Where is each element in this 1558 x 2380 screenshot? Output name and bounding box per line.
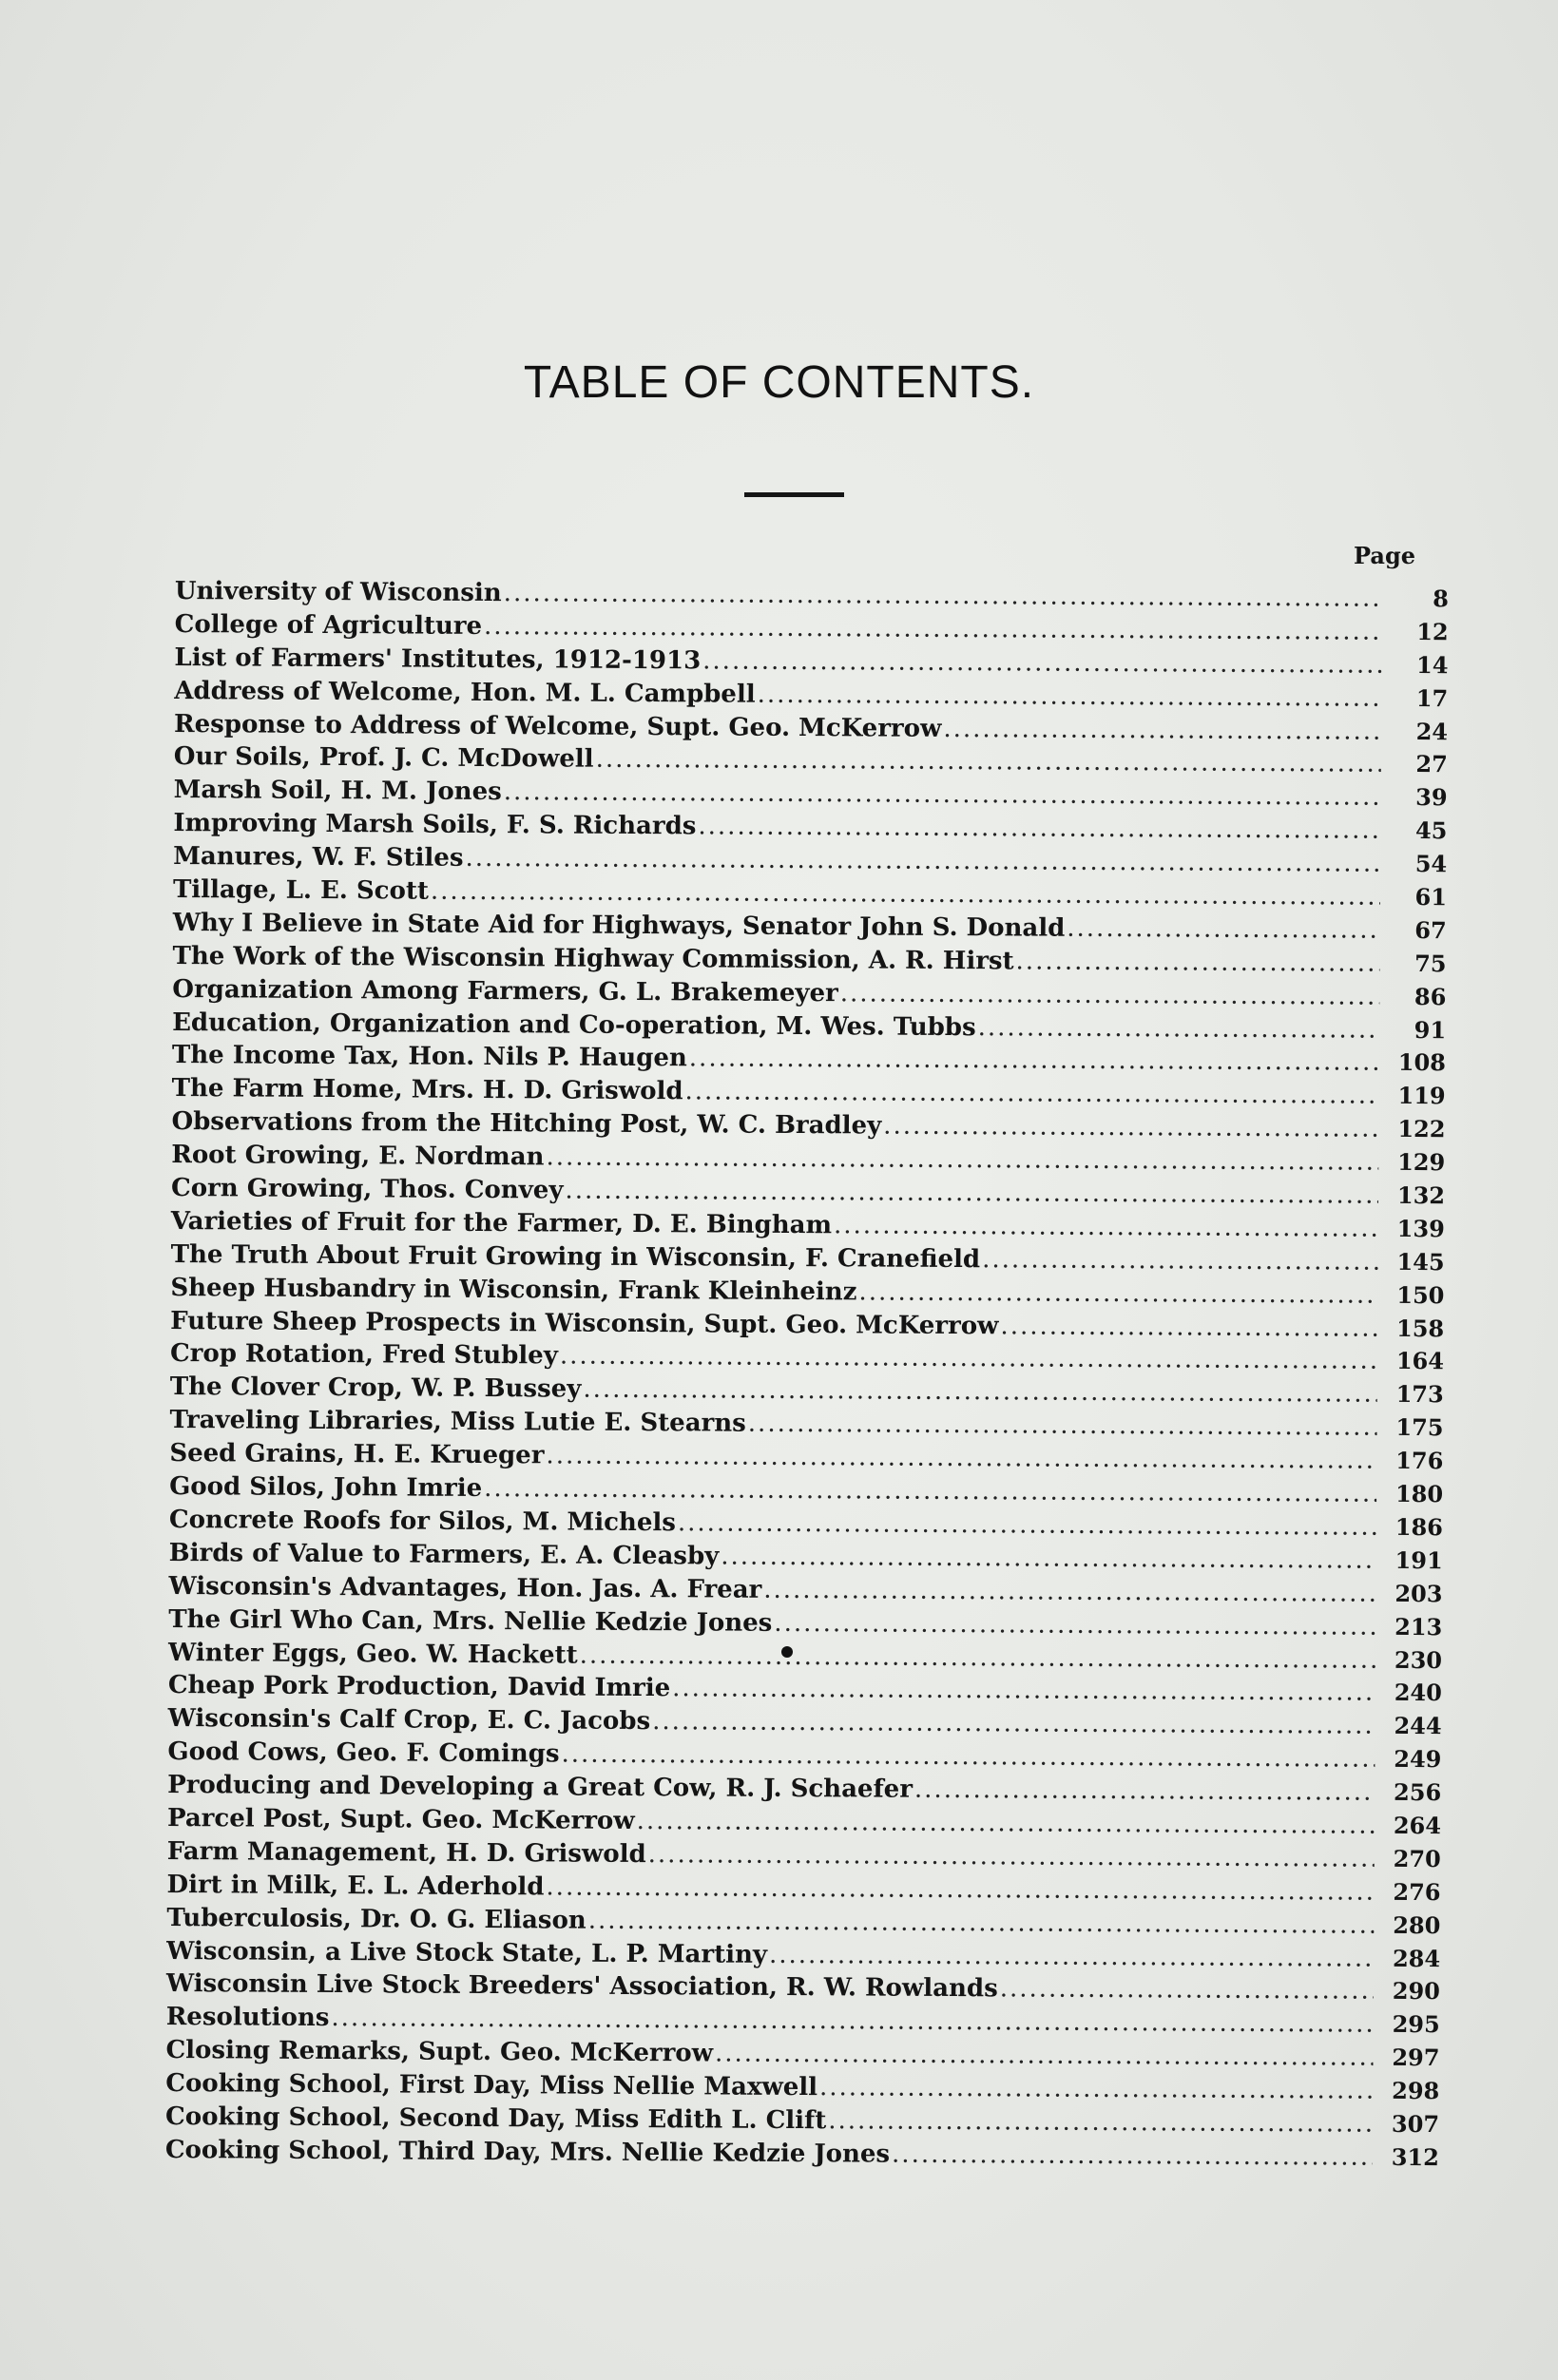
toc-entry-page: 186 xyxy=(1395,1512,1444,1542)
toc-entry-page: 158 xyxy=(1396,1314,1445,1342)
toc-entry-title: Address of Welcome, Hon. M. L. Campbell xyxy=(174,676,756,709)
toc-entry-page: 203 xyxy=(1395,1579,1443,1607)
dot-leader xyxy=(883,1112,1378,1143)
dot-leader xyxy=(561,1740,1375,1774)
dot-leader xyxy=(684,1078,1378,1110)
toc-entry-page: 307 xyxy=(1391,2109,1440,2139)
toc-entry-page: 122 xyxy=(1397,1115,1446,1143)
dot-leader xyxy=(431,877,1380,912)
title-rule xyxy=(744,492,844,497)
toc-entry-title: Dirt in Milk, E. L. Aderhold xyxy=(166,1870,545,1902)
toc-entry-title: Cooking School, Third Day, Mrs. Nellie Kedzie Jones xyxy=(164,2135,891,2169)
dot-leader xyxy=(1000,1975,1374,2006)
toc-entry-title: Organization Among Farmers, G. L. Brakemeyer xyxy=(172,974,838,1008)
dot-leader xyxy=(914,1775,1375,1807)
dot-leader xyxy=(596,745,1381,778)
table-of-contents xyxy=(165,577,1449,2177)
dot-leader xyxy=(678,1508,1376,1541)
dot-leader xyxy=(840,979,1380,1010)
toc-entry-page: 75 xyxy=(1414,949,1447,977)
toc-entry-title: Wisconsin Live Stock Breeders' Association, R. W. Rowlands xyxy=(165,1969,998,2004)
dot-leader xyxy=(763,1576,1375,1608)
toc-entry-title: The Girl Who Can, Mrs. Nellie Kedzie Jones xyxy=(168,1604,773,1638)
dot-leader xyxy=(978,1013,1380,1045)
dot-leader xyxy=(828,2106,1373,2138)
toc-entry-title: Concrete Roofs for Silos, M. Michels xyxy=(168,1505,677,1538)
toc-entry-page: 270 xyxy=(1393,1844,1441,1873)
toc-entry-title: Seed Grains, H. E. Krueger xyxy=(169,1439,545,1470)
toc-entry-page: 14 xyxy=(1415,650,1449,679)
toc-entry-page: 17 xyxy=(1415,683,1449,712)
toc-entry-page: 256 xyxy=(1394,1777,1442,1807)
toc-entry-page: 240 xyxy=(1394,1679,1442,1707)
toc-entry-title: Tuberculosis, Dr. O. G. Eliason xyxy=(166,1903,587,1935)
toc-entry-title: Why I Believe in State Aid for Highways, Senator John S. Donald xyxy=(172,908,1066,943)
dot-leader xyxy=(858,1277,1377,1309)
toc-entry-page: 27 xyxy=(1415,750,1448,778)
toc-entry-page: 191 xyxy=(1395,1545,1443,1574)
dot-leader xyxy=(588,1906,1375,1939)
dot-leader xyxy=(637,1807,1375,1840)
toc-entry-page: 132 xyxy=(1396,1180,1446,1210)
toc-entry-page: 86 xyxy=(1414,982,1447,1010)
toc-entry-title: Varieties of Fruit for the Farmer, D. E. Bingham xyxy=(170,1206,833,1240)
toc-entry-title: Parcel Post, Supt. Geo. McKerrow xyxy=(166,1803,635,1835)
dot-leader xyxy=(758,680,1382,712)
toc-entry-page: 61 xyxy=(1414,882,1448,912)
toc-entry-title: Crop Rotation, Fred Stubley xyxy=(169,1339,558,1371)
dot-leader xyxy=(689,1045,1379,1077)
toc-entry-page: 284 xyxy=(1392,1944,1441,1972)
toc-entry-title: Observations from the Hitching Post, W. C. Bradley xyxy=(171,1107,882,1141)
dot-leader xyxy=(504,579,1382,613)
dot-leader xyxy=(1016,947,1380,977)
dot-leader xyxy=(769,1940,1374,1972)
dot-leader xyxy=(702,646,1381,679)
toc-entry-title: Education, Organization and Co-operation, M. Wes. Tubbs xyxy=(172,1008,976,1042)
toc-entry xyxy=(165,2136,1439,2177)
toc-entry-title: Wisconsin's Calf Crop, E. C. Jacobs xyxy=(167,1704,651,1737)
dot-leader xyxy=(583,1375,1377,1409)
dot-leader xyxy=(1000,1312,1377,1342)
toc-entry-page: 230 xyxy=(1394,1645,1443,1674)
toc-entry-page: 12 xyxy=(1416,617,1449,646)
toc-entry-title: Birds of Value to Farmers, E. A. Cleasby xyxy=(168,1538,720,1571)
toc-entry-page: 67 xyxy=(1414,915,1447,945)
toc-entry-page: 176 xyxy=(1395,1447,1444,1475)
dot-leader xyxy=(698,813,1380,845)
toc-entry-title: College of Agriculture xyxy=(174,609,483,641)
toc-entry-page: 173 xyxy=(1395,1380,1444,1409)
toc-entry-title: Marsh Soil, H. M. Jones xyxy=(173,776,502,807)
dot-leader xyxy=(648,1840,1375,1873)
toc-entry-page: 175 xyxy=(1395,1413,1444,1442)
toc-entry-page: 150 xyxy=(1396,1280,1445,1309)
toc-entry-title: Traveling Libraries, Miss Lutie E. Stearns xyxy=(169,1406,746,1438)
toc-entry-title: The Truth About Fruit Growing in Wisconsin, F. Cranefield xyxy=(170,1239,981,1275)
dot-leader xyxy=(774,1608,1375,1641)
toc-entry-page: 298 xyxy=(1392,2076,1440,2105)
toc-entry-title: The Farm Home, Mrs. H. D. Griswold xyxy=(171,1074,683,1106)
toc-entry-page: 91 xyxy=(1414,1015,1447,1044)
dot-leader xyxy=(721,1542,1376,1574)
toc-entry-title: List of Farmers' Institutes, 1912-1913 xyxy=(174,643,702,676)
toc-entry-page: 24 xyxy=(1415,717,1449,745)
toc-entry-page: 276 xyxy=(1393,1877,1441,1906)
toc-entry-title: Cooking School, Second Day, Miss Edith L. Clift xyxy=(165,2102,827,2136)
dot-leader xyxy=(819,2073,1373,2105)
dot-leader xyxy=(580,1641,1376,1674)
toc-entry-page: 119 xyxy=(1397,1082,1446,1110)
toc-entry-title: Wisconsin's Advantages, Hon. Jas. A. Frear xyxy=(168,1571,762,1604)
toc-entry-page: 164 xyxy=(1395,1347,1445,1375)
toc-entry-title: Corn Growing, Thos. Convey xyxy=(170,1174,564,1205)
toc-entry-page: 54 xyxy=(1414,850,1448,878)
toc-entry-title: The Income Tax, Hon. Nils P. Haugen xyxy=(171,1041,687,1073)
toc-entry-page: 244 xyxy=(1394,1712,1442,1740)
dot-leader xyxy=(1067,914,1380,945)
dot-leader xyxy=(943,715,1381,746)
toc-entry-title: Improving Marsh Soils, F. S. Richards xyxy=(173,809,697,841)
toc-entry-page: 129 xyxy=(1397,1148,1446,1177)
toc-entry-page: 8 xyxy=(1433,585,1449,613)
toc-entry-title: Good Silos, John Imrie xyxy=(169,1472,483,1504)
dot-leader xyxy=(546,1143,1378,1177)
dot-leader xyxy=(560,1342,1377,1375)
toc-entry-page: 312 xyxy=(1391,2142,1439,2172)
toc-entry-title: Future Sheep Prospects in Wisconsin, Supt. Geo. McKerrow xyxy=(170,1306,999,1340)
toc-entry-page: 249 xyxy=(1394,1745,1442,1774)
toc-entry-page: 108 xyxy=(1397,1048,1446,1077)
page-column-label: Page xyxy=(1354,542,1416,569)
toc-entry-title: The Clover Crop, W. P. Bussey xyxy=(169,1372,582,1405)
dot-leader xyxy=(672,1675,1375,1708)
toc-entry-page: 297 xyxy=(1392,2044,1440,2072)
toc-entry-title: Winter Eggs, Geo. W. Hackett xyxy=(167,1638,578,1670)
page-title: TABLE OF CONTENTS. xyxy=(523,357,1035,408)
toc-entry-title: Closing Remarks, Supt. Geo. McKerrow xyxy=(165,2036,714,2068)
toc-entry-title: Resolutions xyxy=(165,2003,330,2033)
toc-entry-title: Manures, W. F. Stiles xyxy=(173,842,464,873)
dot-leader xyxy=(331,2004,1373,2039)
dot-leader xyxy=(546,1442,1376,1475)
toc-entry-title: University of Wisconsin xyxy=(174,577,502,608)
dot-leader xyxy=(652,1707,1375,1740)
toc-entry-title: Our Soils, Prof. J. C. McDowell xyxy=(173,742,594,775)
dot-leader xyxy=(504,777,1381,812)
toc-entry-page: 213 xyxy=(1395,1612,1443,1641)
toc-entry-page: 39 xyxy=(1415,783,1448,812)
toc-entry-title: Cooking School, First Day, Miss Nellie Maxwell xyxy=(165,2069,818,2102)
toc-entry-page: 145 xyxy=(1396,1247,1445,1276)
dot-leader xyxy=(484,612,1382,646)
toc-entry-page: 280 xyxy=(1393,1910,1441,1939)
toc-entry-title: Response to Address of Welcome, Supt. Geo. McKerrow xyxy=(173,709,942,743)
toc-entry-page: 180 xyxy=(1395,1479,1444,1508)
dot-leader xyxy=(892,2140,1373,2171)
toc-entry-title: Tillage, L. E. Scott xyxy=(172,875,430,906)
toc-entry-title: Good Cows, Geo. F. Comings xyxy=(167,1737,560,1769)
dot-leader xyxy=(715,2040,1374,2072)
toc-entry-page: 139 xyxy=(1396,1214,1445,1243)
toc-entry-page: 264 xyxy=(1393,1811,1442,1840)
dot-leader xyxy=(748,1410,1377,1442)
toc-entry-title: Wisconsin, a Live Stock State, L. P. Martiny xyxy=(166,1936,768,1969)
dot-leader xyxy=(834,1211,1378,1242)
dot-leader xyxy=(465,844,1380,878)
toc-entry-page: 295 xyxy=(1392,2010,1440,2039)
ink-speck xyxy=(781,1646,793,1658)
toc-entry-title: Sheep Husbandry in Wisconsin, Frank Kleinheinz xyxy=(170,1273,857,1307)
dot-leader xyxy=(565,1177,1378,1210)
toc-entry-title: The Work of the Wisconsin Highway Commission, A. R. Hirst xyxy=(172,941,1014,976)
toc-entry-title: Producing and Developing a Great Cow, R. J. Schaefer xyxy=(167,1771,914,1804)
toc-entry-title: Cheap Pork Production, David Imrie xyxy=(167,1671,671,1703)
dot-leader xyxy=(982,1245,1378,1276)
dot-leader xyxy=(484,1474,1376,1508)
toc-entry-page: 45 xyxy=(1414,816,1448,845)
toc-entry-page: 290 xyxy=(1392,1977,1441,2006)
dot-leader xyxy=(546,1872,1374,1906)
toc-entry-title: Root Growing, E. Nordman xyxy=(171,1141,545,1172)
toc-entry-title: Farm Management, H. D. Griswold xyxy=(166,1836,646,1869)
